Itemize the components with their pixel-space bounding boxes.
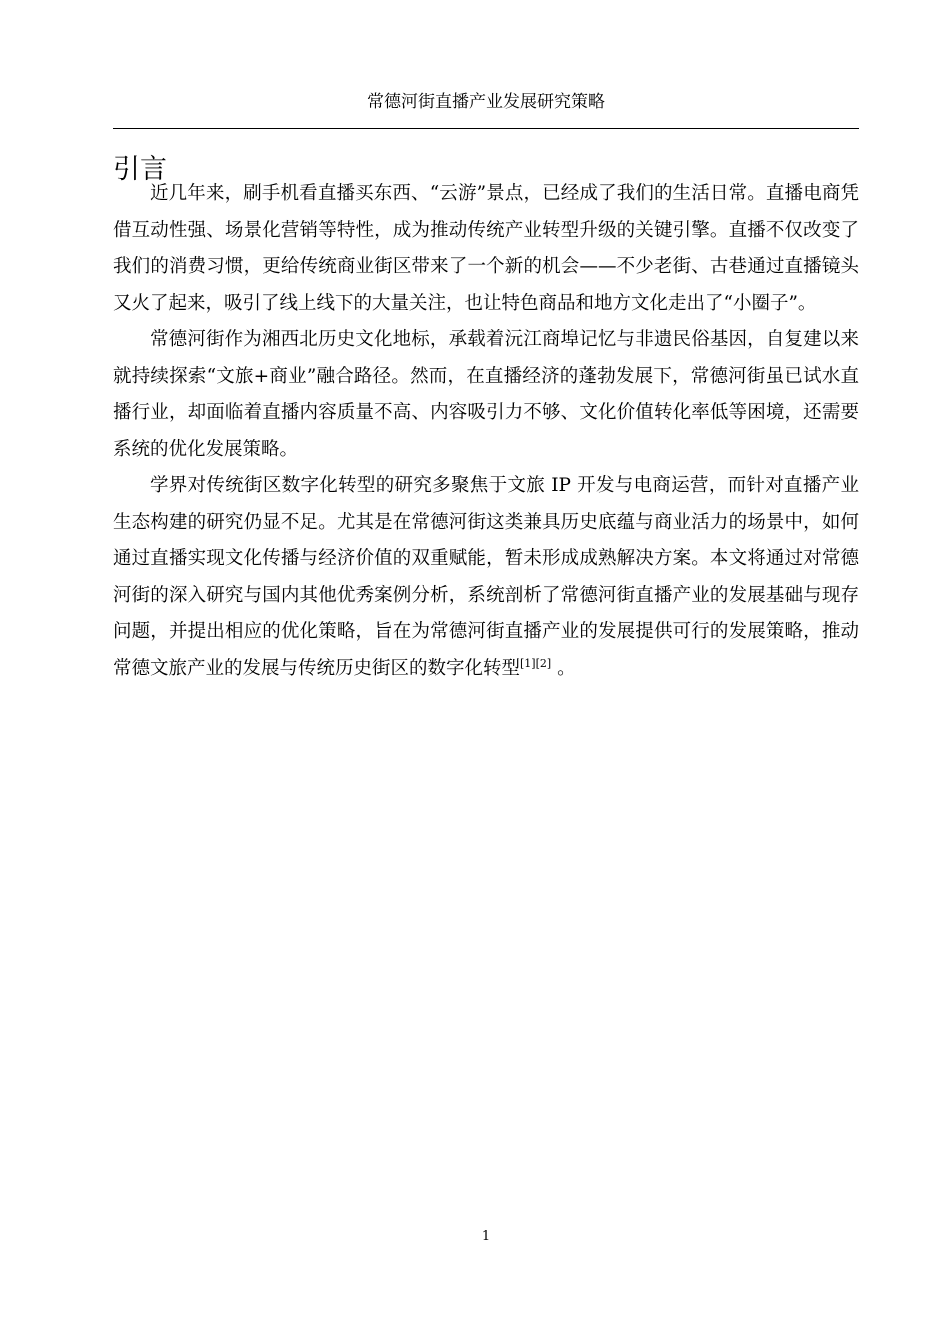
page-number: 1 (481, 1229, 491, 1244)
citation-2[interactable]: [2] (535, 656, 552, 670)
running-header: 常德河街直播产业发展研究策略 (367, 92, 605, 112)
paragraph-3 (113, 468, 859, 687)
section-title: 引言 (113, 154, 167, 185)
body-text (113, 176, 859, 687)
paragraph-3-text: 学界对传统街区数字化转型的研究多聚焦于文旅 IP 开发与电商运营，而针对直播产业生态构建的研究仍显不足。尤其是在常德河街这类兼具历史底蕴与商业活力的场景中，如何通过直播实现文化传播与经济价值的双重赋能，暂未形成成熟解决方案。本文将通过对常德河街的深入研究与国内其他优秀案例分析，系统剖析了常德河街直播产业的发展基础与现存问题，并提出相应的优化策略，旨在为常德河街直播产业的发展提供可行的发展策略，推动常德文旅产业的发展与传统历史街区的数字化转型 (113, 475, 859, 679)
paragraph-2: 常德河街作为湘西北历史文化地标，承载着沅江商埠记忆与非遗民俗基因，自复建以来就持续探索“文旅+商业”融合路径。然而，在直播经济的蓬勃发展下，常德河街虽已试水直播行业，却面临着直播内容质量不高、内容吸引力不够、文化价值转化率低等困境，还需要系统的优化发展策略。 (113, 329, 859, 460)
citation-1[interactable]: [1] (520, 656, 536, 670)
header-rule (113, 128, 859, 129)
closing-punctuation: 。 (551, 657, 576, 679)
paragraph-1: 近几年来，刷手机看直播买东西、“云游”景点，已经成了我们的生活日常。直播电商凭借互动性强、场景化营销等特性，成为推动传统产业转型升级的关键引擎。直播不仅改变了我们的消费习惯，更给传统商业街区带来了一个新的机会——不少老街、古巷通过直播镜头又火了起来，吸引了线上线下的大量关注，也让特色商品和地方文化走出了“小圈子”。 (113, 183, 859, 314)
